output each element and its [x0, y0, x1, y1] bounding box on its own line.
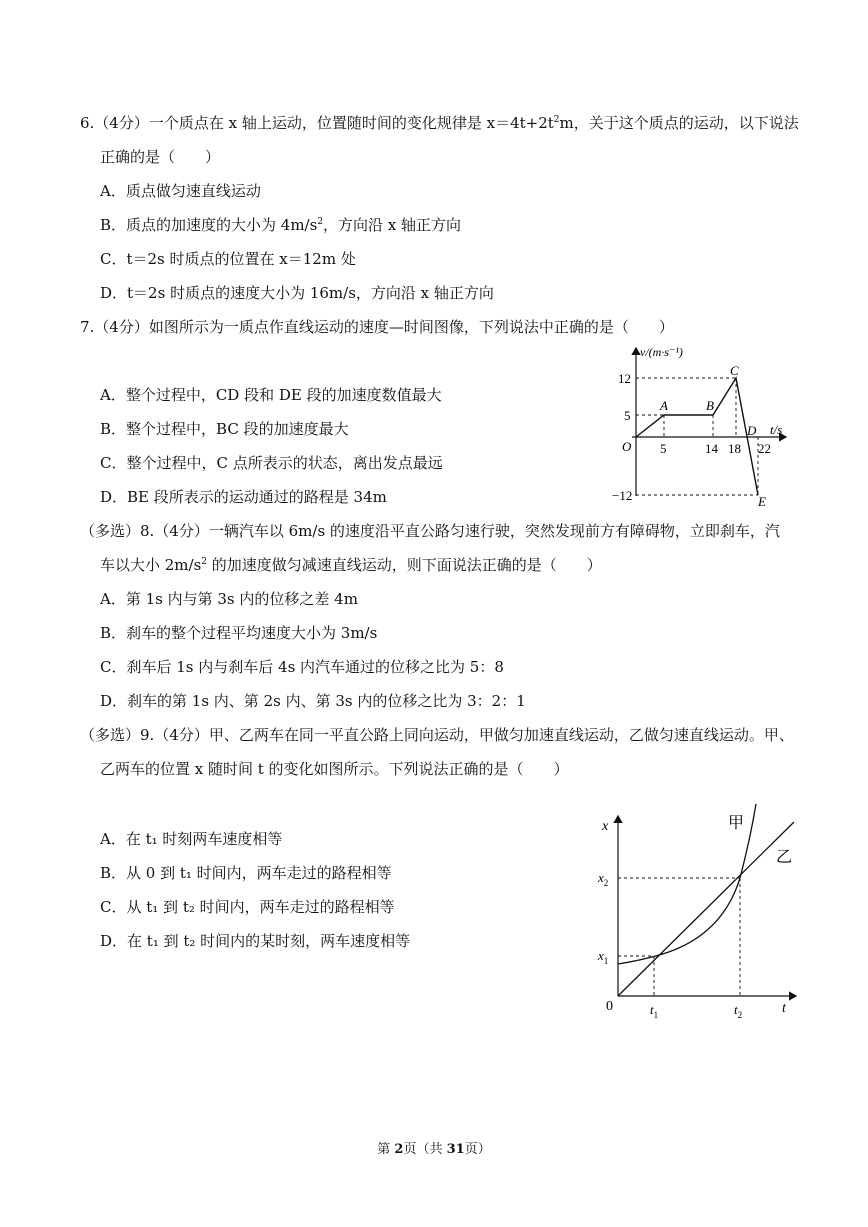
q7-y-axis-label: v/(m·s⁻¹) — [640, 345, 683, 359]
q8-option-a: A．第 1s 内与第 3s 内的位移之差 4m — [100, 590, 358, 608]
q9-x1-label: $x_1$ — [598, 948, 609, 966]
q7-ytick-5: 5 — [624, 408, 631, 423]
q9-origin-label: 0 — [606, 999, 613, 1014]
q6-stem-continued: 正确的是（ ） — [100, 148, 221, 166]
q9-x-axis-label: t — [782, 1001, 786, 1016]
q9-stem-continued: 乙两车的位置 x 随时间 t 的变化如图所示。下列说法正确的是（ ） — [100, 760, 569, 778]
q7-point-c: C — [730, 363, 739, 378]
q9-t2-label: $t_2$ — [734, 1002, 743, 1020]
q7-origin-label: O — [622, 439, 632, 454]
q9-y-axis-label: x — [602, 819, 609, 834]
q9-x2-label: $x_2$ — [598, 870, 609, 888]
q8-option-b: B．刹车的整个过程平均速度大小为 3m/s — [100, 624, 378, 642]
q7-vt-graph — [606, 338, 792, 510]
q8-option-c: C．刹车后 1s 内与刹车后 4s 内汽车通过的位移之比为 5：8 — [100, 658, 504, 676]
q7-xtick-14: 14 — [705, 441, 718, 456]
q9-option-d: D．在 t₁ 到 t₂ 时间内的某时刻，两车速度相等 — [100, 932, 411, 950]
q7-point-b: B — [706, 398, 714, 413]
q8-stem: （多选）8.（4分）一辆汽车以 6m/s 的速度沿平直公路匀速行驶，突然发现前方有障碍物，立即刹车，汽 — [80, 522, 780, 540]
q7-stem: 7.（4分）如图所示为一质点作直线运动的速度—时间图像，下列说法中正确的是（ ） — [80, 318, 674, 336]
q7-option-b: B．整个过程中，BC 段的加速度最大 — [100, 420, 349, 438]
q9-option-c: C．从 t₁ 到 t₂ 时间内，两车走过的路程相等 — [100, 898, 395, 916]
q9-line-yi — [618, 822, 794, 996]
q7-point-a: A — [660, 398, 668, 413]
q7-xtick-18: 18 — [728, 441, 741, 456]
q6-option-c: C．t＝2s 时质点的位置在 x＝12m 处 — [100, 250, 356, 268]
q9-option-a: A．在 t₁ 时刻两车速度相等 — [100, 830, 283, 848]
q6-option-a: A．质点做匀速直线运动 — [100, 182, 261, 200]
q7-point-e: E — [758, 494, 766, 509]
q7-ytick-neg12: −12 — [612, 488, 633, 503]
q9-stem: （多选）9.（4分）甲、乙两车在同一平直公路上同向运动，甲做匀加速直线运动，乙做匀速直线运动。甲、 — [80, 726, 794, 744]
q8-stem-continued: 车以大小 $2m/s^2$ 的加速度做匀减速直线运动，则下面说法正确的是（ ） — [100, 556, 602, 574]
page-footer: 第 2页（共 31页） — [377, 1142, 491, 1157]
q9-label-yi: 乙 — [776, 849, 793, 866]
q9-option-b: B．从 0 到 t₁ 时间内，两车走过的路程相等 — [100, 864, 392, 882]
q7-option-c: C．整个过程中，C 点所表示的状态，离出发点最远 — [100, 454, 443, 472]
q7-xtick-5: 5 — [660, 441, 667, 456]
q7-x-axis-label: t/s — [770, 422, 783, 437]
q7-option-d: D．BE 段所表示的运动通过的路程是 34m — [100, 488, 387, 506]
q9-xt-graph — [594, 800, 806, 1024]
page-number: 2 — [394, 1142, 404, 1157]
q6-stem: 6.（4分）一个质点在 x 轴上运动，位置随时间的变化规律是 $x=4t+2t^2m$，关于这个质点的运动，以下说法 — [80, 114, 799, 132]
q9-label-jia: 甲 — [728, 815, 745, 832]
q7-point-d: D — [747, 423, 757, 438]
total-pages: 31 — [446, 1142, 465, 1157]
q7-xtick-22: 22 — [758, 441, 771, 456]
q7-option-a: A．整个过程中，CD 段和 DE 段的加速度数值最大 — [100, 386, 442, 404]
q9-t1-label: $t_1$ — [650, 1002, 659, 1020]
q8-option-d: D．刹车的第 1s 内、第 2s 内、第 3s 内的位移之比为 3：2：1 — [100, 692, 526, 710]
q7-ytick-12: 12 — [618, 371, 631, 386]
q6-option-d: D．t＝2s 时质点的速度大小为 16m/s，方向沿 x 轴正方向 — [100, 284, 494, 302]
q6-option-b: B．质点的加速度的大小为 $4m/s^2$，方向沿 x 轴正方向 — [100, 216, 462, 234]
